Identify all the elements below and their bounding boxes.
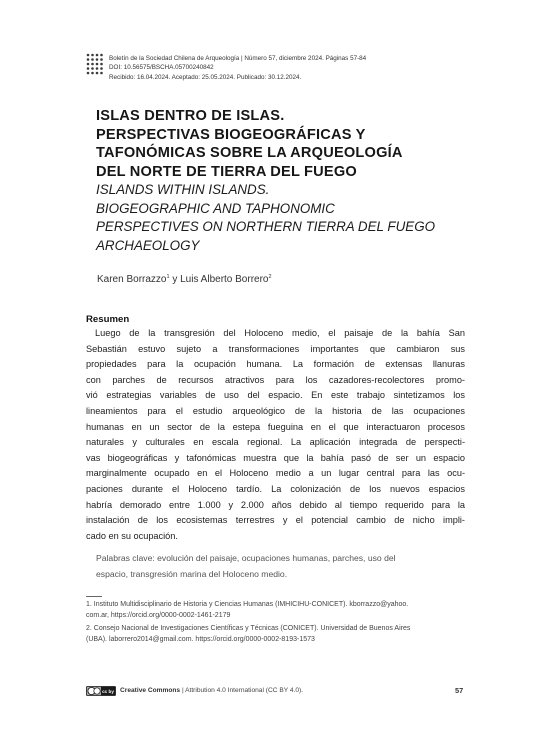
abstract-heading: Resumen	[86, 314, 130, 325]
footnote-line: (UBA). laborrero2014@gmail.com. https://orcid.org/0000-0002-8193-1573	[86, 635, 315, 643]
abstract-line: con parches de recursos atractivos para los cazadores-recolectores promo-	[86, 374, 465, 385]
journal-line: Boletín de la Sociedad Chilena de Arqueología | Número 57, diciembre 2024. Páginas 57-84	[109, 55, 367, 62]
abstract-line: Sebastián estuvo sujeto a transformaciones importantes que cambiaron sus	[86, 343, 465, 354]
title-en-line: ARCHAEOLOGY	[96, 237, 200, 253]
title-en-line: ISLANDS WITHIN ISLANDS.	[96, 182, 270, 197]
abstract-line: naturales y culturales en escala regional. La aplicación integrada de perspecti-	[86, 437, 465, 448]
footnote-2	[86, 624, 466, 645]
authors-line	[97, 274, 272, 285]
cc-badge-text: cc by	[102, 689, 114, 694]
footnote-line: com.ar, https://orcid.org/0000-0002-1461-2179	[86, 611, 231, 619]
creative-commons-badge-icon	[86, 686, 116, 696]
title-es-line: TAFONÓMICAS SOBRE LA ARQUEOLOGÍA	[96, 145, 403, 162]
title-english	[96, 181, 476, 255]
keywords-line: espacio, transgresión marina del Holoceno medio.	[96, 568, 288, 579]
keywords	[96, 551, 466, 582]
abstract-line: habría demorado entre 1.000 y 2.000 años debido al tiempo requerido para la	[86, 499, 465, 510]
abstract-line: marginalmente ocupado en el Holoceno medio a un lugar central para las ocu-	[86, 468, 465, 479]
footnote-divider	[86, 596, 102, 597]
footnote-line: 2. Consejo Nacional de Investigaciones Científicas y Técnicas (CONICET). Universidad de Buenos Aires	[86, 625, 411, 632]
license-name: Creative Commons	[120, 687, 181, 694]
abstract-body	[86, 326, 465, 544]
title-en-line: BIOGEOGRAPHIC AND TAPHONOMIC	[96, 200, 335, 216]
page-number: 57	[455, 686, 464, 695]
title-es-line: ISLAS DENTRO DE ISLAS.	[96, 108, 285, 124]
dates-line: Recibido: 16.04.2024. Aceptado: 25.05.2024. Publicado: 30.12.2024.	[109, 73, 302, 81]
doi-line: DOI: 10.56575/BSCHA.05700240842	[109, 64, 214, 72]
abstract-line: vió estrategias variables de uso del espacio. En este trabajo sintetizamos los	[86, 390, 465, 401]
footnote-line: 1. Instituto Multidisciplinario de Historia y Ciencias Humanas (IMHICIHU-CONICET). kborrazzo@yahoo.	[86, 601, 409, 608]
keywords-line: Palabras clave: evolución del paisaje, ocupaciones humanas, parches, uso del	[96, 553, 396, 563]
abstract-line: humanas en un sector de la estepa fueguina en el que interactuaron procesos	[86, 421, 465, 432]
abstract-line: propiedades para la ocupación humana. La formación de extensas llanuras	[86, 359, 465, 370]
title-es-line: DEL NORTE DE TIERRA DEL FUEGO	[96, 163, 357, 180]
abstract-line: vas biogeográficas y tafonómicas muestra que la bahía pasó de ser un espacio	[86, 452, 465, 463]
author-2: y Luis Alberto Borrero	[169, 274, 269, 285]
author-1: Karen Borrazzo	[97, 274, 167, 285]
license-detail: | Attribution 4.0 International (CC BY 4.0).	[180, 687, 304, 694]
abstract-line: Luego de la transgresión del Holoceno medio, el paisaje de la bahía San	[95, 328, 465, 338]
abstract-line: paciones durante el Holoceno tardío. La colonización de los nuevos espacios	[86, 483, 465, 494]
journal-header	[109, 54, 366, 82]
journal-logo-icon	[86, 53, 104, 77]
footnotes	[86, 600, 466, 648]
title-spanish	[96, 107, 476, 181]
abstract-line: instalación de los ecosistemas terrestres y el potencial cambio de nicho impli-	[86, 515, 465, 526]
license-line	[120, 686, 303, 696]
abstract-line: cado en su ocupación.	[86, 530, 178, 541]
abstract-line: lineamientos para el estudio arqueológico de la historia de las ocupaciones	[86, 405, 465, 416]
author-2-footnote-ref: 2	[268, 274, 272, 280]
author-1-footnote-ref: 1	[166, 274, 170, 280]
title-en-line: PERSPECTIVES ON NORTHERN TIERRA DEL FUEGO	[96, 219, 436, 235]
footnote-1	[86, 600, 466, 621]
title-es-line: PERSPECTIVAS BIOGEOGRÁFICAS Y	[96, 126, 366, 143]
